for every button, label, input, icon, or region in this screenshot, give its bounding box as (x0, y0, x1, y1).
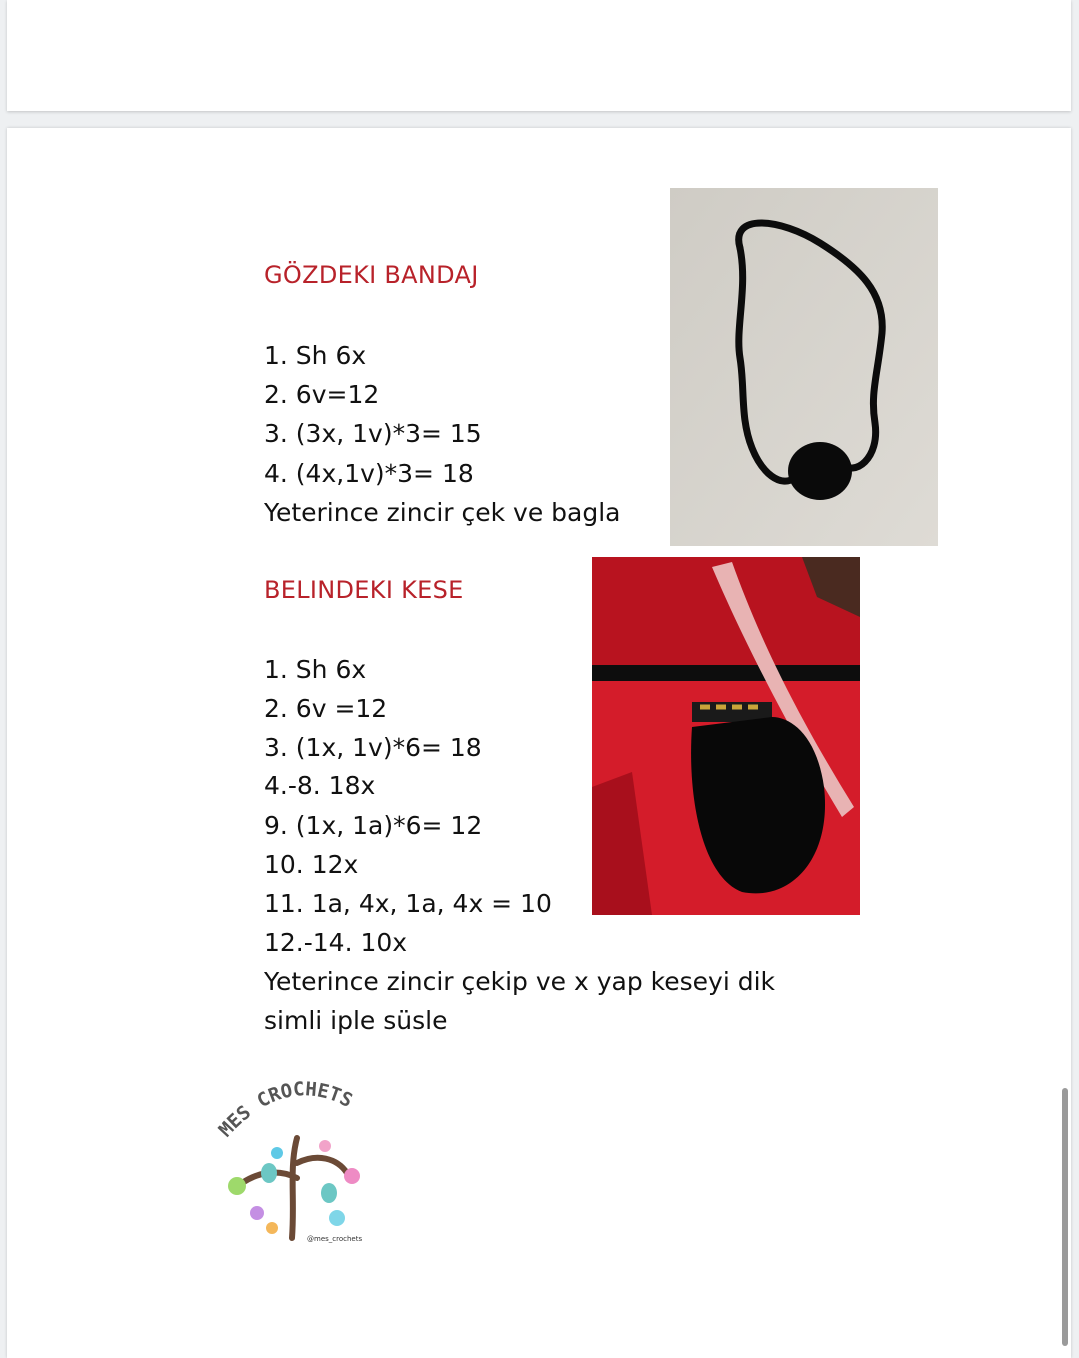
logo-handle-text: @mes_crochets (307, 1235, 363, 1243)
pattern-step: 9. (1x, 1a)*6= 12 (264, 811, 483, 840)
pattern-step: 10. 12x (264, 850, 359, 879)
document-page (7, 128, 1071, 1358)
section-title-eye-patch: GÖZDEKI BANDAJ (264, 261, 479, 289)
pattern-step: simli iple süsle (264, 1006, 448, 1035)
pattern-step: 3. (3x, 1v)*3= 15 (264, 419, 482, 448)
waist-pouch-photo (592, 557, 860, 915)
previous-page (7, 0, 1071, 111)
pattern-step: 1. Sh 6x (264, 655, 367, 684)
logo-brand-text: MES CROCHETS (214, 1078, 356, 1142)
pattern-step: 4. (4x,1v)*3= 18 (264, 459, 474, 488)
section-title-waist-pouch: BELINDEKI KESE (264, 576, 464, 604)
pattern-step: 4.-8. 18x (264, 771, 376, 800)
pattern-step: 11. 1a, 4x, 1a, 4x = 10 (264, 889, 552, 918)
pattern-step: Yeterince zincir çekip ve x yap keseyi dik (264, 967, 775, 996)
pattern-step: 1. Sh 6x (264, 341, 367, 370)
pattern-step: 3. (1x, 1v)*6= 18 (264, 733, 482, 762)
scrollbar-thumb[interactable] (1062, 1088, 1068, 1346)
pattern-step: 2. 6v =12 (264, 694, 388, 723)
eye-patch-photo (670, 188, 938, 546)
pattern-step: Yeterince zincir çek ve bagla (264, 498, 621, 527)
pattern-step: 12.-14. 10x (264, 928, 408, 957)
brand-logo (197, 1058, 397, 1248)
pattern-step: 2. 6v=12 (264, 380, 380, 409)
